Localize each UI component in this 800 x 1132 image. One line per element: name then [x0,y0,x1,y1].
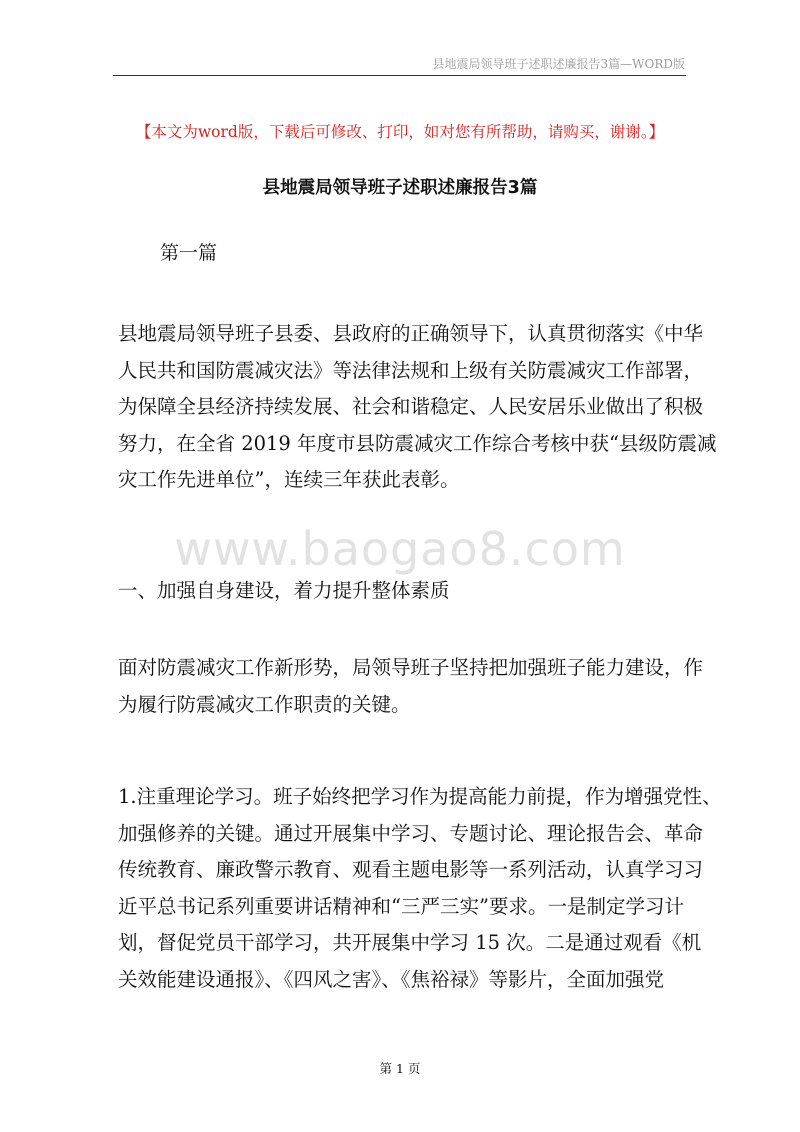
body-paragraph [118,779,722,998]
paragraph-line: 加强修养的关键。通过开展集中学习、专题讨论、理论报告会、革命 [118,821,704,845]
paragraph-line: 为履行防震减灾工作职责的关键。 [118,692,411,716]
section-heading: 一、加强自身建设，着力提升整体素质 [118,579,450,602]
header-divider [113,75,686,76]
paragraph-line: 1.注重理论学习。班子始终把学习作为提高能力前提，作为增强党性、 [118,785,722,808]
paragraph-line: 为保障全县经济持续发展、社会和谐稳定、人民安居乐业做出了积极 [118,395,704,418]
purchase-notice: 【本文为word版，下载后可修改、打印，如对您有所帮助，请购买，谢谢。】 [135,123,665,141]
body-paragraph [118,650,704,723]
paragraph-line: 面对防震减灾工作新形势，局领导班子坚持把加强班子能力建设，作 [118,656,704,679]
paragraph-line: 传统教育、廉政警示教育、观看主题电影等一系列活动，认真学习习 [118,858,704,881]
intro-paragraph [118,316,717,499]
document-title: 县地震局领导班子述职述廉报告3篇 [262,178,538,198]
section-label: 第一篇 [160,242,218,264]
page-header: 县地震局领导班子述职述廉报告3篇—WORD版 [432,57,685,71]
paragraph-line: 灾工作先进单位”，连续三年获此表彰。 [118,468,460,491]
page-number: 第 1 页 [379,1061,421,1076]
paragraph-line: 县地震局领导班子县委、县政府的正确领导下，认真贯彻落实《中华 [118,322,704,345]
paragraph-line: 近平总书记系列重要讲话精神和“三严三实”要求。一是制定学习计 [118,894,684,918]
paragraph-line: 关效能建设通报》、《四风之害》、《焦裕禄》等影片，全面加强党 [118,967,665,991]
paragraph-line: 人民共和国防震减灾法》等法律法规和上级有关防震减灾工作部署， [118,358,704,382]
paragraph-line: 努力，在全省 2019 年度市县防震减灾工作综合考核中获“县级防震减 [118,431,717,455]
paragraph-line: 划，督促党员干部学习，共开展集中学习 15 次。二是通过观看《机 [118,931,702,954]
watermark: www.baogao8.com [174,522,626,576]
